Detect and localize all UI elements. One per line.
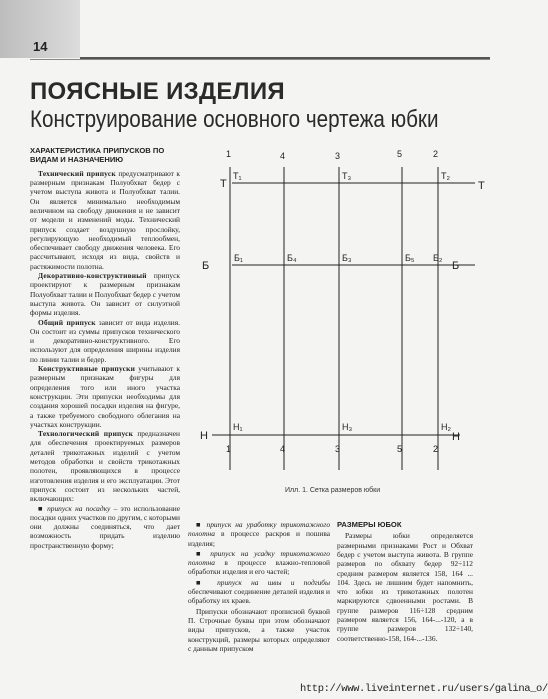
- col-number: 2: [433, 149, 439, 159]
- section-heading: ХАРАКТЕРИСТИКА ПРИПУСКОВ ПО ВИДАМ И НАЗНАЧЕНИЮ: [30, 146, 165, 165]
- col-number: 2: [433, 444, 439, 454]
- point-label: Н₁: [233, 422, 243, 432]
- figure-caption: Илл. 1. Сетка размеров юбки: [285, 487, 381, 494]
- page-header-bar: [0, 0, 494, 66]
- paragraph: Декоративно-конструктивный припуск проектируют к размерным признакам Полуобхват талии и Полуобхват бедер с учетом выступа живота. Он зависит от силуэтной формы изделия.: [30, 271, 180, 318]
- row-label-B-right: Б: [452, 260, 460, 272]
- skirt-grid-figure: [200, 145, 485, 480]
- point-label: Б₄: [287, 253, 297, 263]
- col-number: 3: [335, 151, 341, 161]
- point-label: Б₁: [234, 253, 243, 263]
- bullet-item: ■ припуск на посадку – это использование посадки одних участков по другим, с которыми они должны соединяться, что дает возможность придать изделию пространственную форму;: [30, 503, 181, 550]
- paragraph: Технический припуск предусматривают к размерным признакам Полуобхват бедер с учетом выступа живота и Полуобхват талии. Он является минимально необходимым величином на свободу движения и не зависит от модели и изменений моды. Технический припуск создает воздушную прослойку, регулирующую необходимый теплообмен, обеспечивает свободу движения человека. Его рассчитывают, исходя из вида, свойств и растяжимости полотна.: [30, 168, 180, 271]
- point-label: Б₅: [405, 253, 415, 263]
- row-label-T-right: Т: [478, 180, 485, 192]
- bullet-item: ■ припуск на швы и подгибы обеспечивают соединение деталей изделия и обработку их краев.: [188, 577, 331, 606]
- section-heading: РАЗМЕРЫ ЮБОК: [337, 520, 402, 529]
- row-label-H-right: Н: [452, 431, 460, 443]
- watermark-url: http://www.liveinternet.ru/users/galina_o/: [300, 683, 548, 695]
- text-column-1: [30, 146, 180, 550]
- header-rule-thin: [30, 59, 490, 60]
- col-number: 5: [397, 444, 403, 454]
- paragraph: Размеры юбки определяется размерными признаками Рост и Обхват бедер с учетом выступа живота. В группе размеров по обхвату бедер 92÷112 средним размером является 158, 164 ... 104. Здесь не лишним будет напомнить, что юбки из трикотажных полотен маркируются сдвоенными ростами. В группе размеров 116÷128 средним размером является 156, 164-...-120, а в группе размеров 132÷140, соответственно-158, 164-...-136.: [337, 531, 473, 643]
- paragraph: Конструктивные припуски учитывают к размерным признакам фигуры для определения того или иного участка конструкции. Эти припуски необходимы для создания хорошей посадки изделия на фигуре, а также требуемого свободного облегания на участках конструкции.: [30, 364, 180, 429]
- row-label-B: Б: [202, 260, 210, 272]
- bullet-item: ■ припуск на уработку трикотажного полотна в процессе раскроя и пошива изделия;: [188, 520, 331, 548]
- paragraph: Общий припуск зависит от вида изделия. Он состоит из суммы припусков технического и декоративно-конструктивного. Его используют для определения ширины изделия по линии талии и бедер.: [30, 317, 180, 364]
- col-number: 5: [397, 149, 403, 159]
- point-label: Т₂: [441, 171, 450, 181]
- point-label: Б₃: [342, 253, 352, 263]
- point-label: Т₃: [342, 171, 352, 181]
- col-number: 3: [335, 444, 341, 454]
- bullet-item: ■ припуск на усадку трикотажного полотна в процессе влажно-тепловой обработки изделия и его частей;: [188, 548, 331, 577]
- point-label: Т₁: [233, 171, 242, 181]
- col-number: 1: [226, 444, 232, 454]
- page-subtitle: Конструирование основного чертежа юбки: [30, 106, 439, 133]
- paragraph: Технологический припуск предназначен для обеспечения проектируемых размеров деталей трикотажных изделий с учетом методов обработки и свойств трикотажных полотен, проявляющихся в процессе изготовления изделия и его эксплуатации. Этот припуск состоит из нескольких частей, включающих:: [30, 429, 180, 504]
- col-number: 1: [226, 149, 232, 159]
- point-label: Н₂: [441, 422, 451, 432]
- row-label-T: Т: [220, 178, 227, 190]
- point-label: Н₃: [342, 422, 353, 432]
- col-number: 4: [280, 444, 286, 454]
- text-column-2: [188, 520, 330, 654]
- page-number: 14: [33, 39, 48, 54]
- row-label-H: Н: [200, 430, 208, 442]
- text-column-3: [337, 520, 473, 644]
- paragraph: Припуски обозначают прописной буквой П. Строчные буквы при этом обозначают виды припусков, а также участок конструкций, размеры которых определяют с данным припуском: [188, 606, 330, 653]
- col-number: 4: [280, 151, 286, 161]
- point-label: Б₂: [433, 253, 443, 263]
- page-title: ПОЯСНЫЕ ИЗДЕЛИЯ: [30, 78, 285, 105]
